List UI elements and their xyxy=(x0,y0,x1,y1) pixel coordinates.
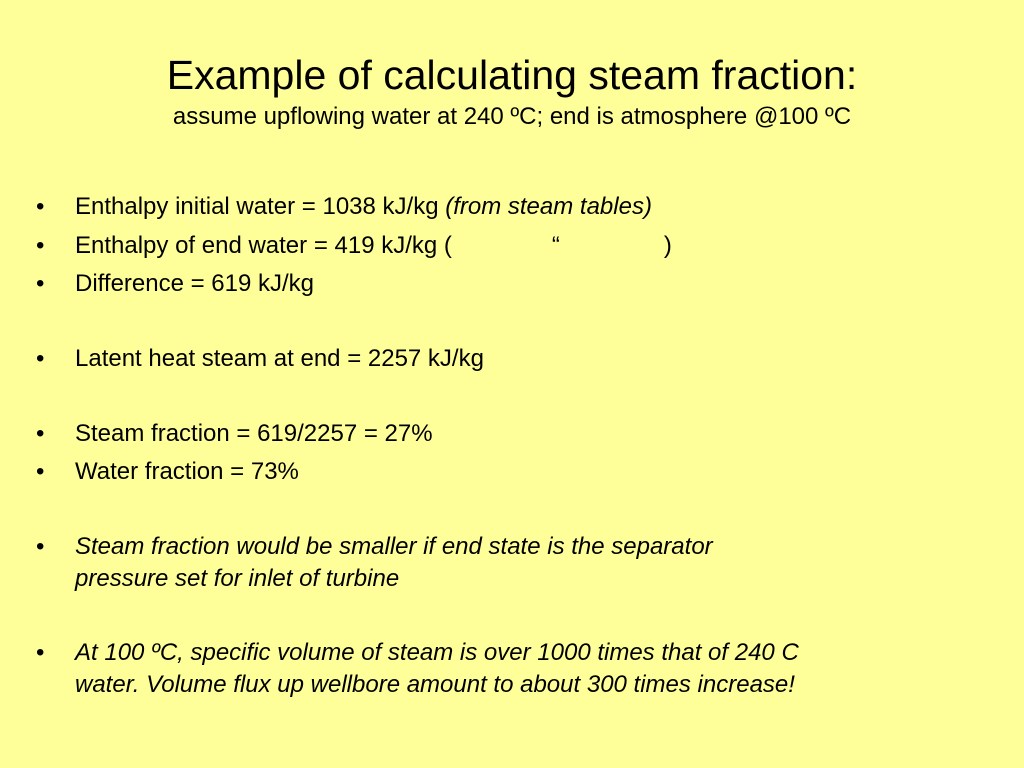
slide-title: Example of calculating steam fraction: xyxy=(166,52,858,98)
bullet-note: (from steam tables) xyxy=(445,193,652,220)
bullet-text: Latent heat steam at end = 2257 kJ/kg xyxy=(75,345,484,372)
slide-subtitle: assume upflowing water at 240 ºC; end is atmosphere @100 ºC xyxy=(172,103,852,130)
bullet-text-line2: water. Volume flux up wellbore amount to about 300 times increase! xyxy=(75,671,795,698)
bullet-dot: • xyxy=(36,639,45,666)
bullet-text-line2: pressure set for inlet of turbine xyxy=(75,565,400,592)
bullet-dot: • xyxy=(36,232,45,259)
bullet-dot: • xyxy=(36,345,45,372)
bullet-text: Water fraction = 73% xyxy=(75,458,299,485)
ditto-mark: “ xyxy=(551,232,560,259)
bullet-text-line1: At 100 ºC, specific volume of steam is over 1000 times that of 240 C xyxy=(75,639,799,666)
bullet-text: Difference = 619 kJ/kg xyxy=(75,270,315,297)
bullet-text-line1: Steam fraction would be smaller if end state is the separator xyxy=(75,533,713,560)
bullet-text: Steam fraction = 619/2257 = 27% xyxy=(75,420,433,447)
bullet-text: Enthalpy initial water = 1038 kJ/kg xyxy=(75,193,446,220)
bullet-dot: • xyxy=(36,270,45,297)
bullet-dot: • xyxy=(36,458,45,485)
bullet-text: Enthalpy of end water = 419 kJ/kg ( xyxy=(75,232,452,259)
close-paren: ) xyxy=(663,232,672,259)
bullet-dot: • xyxy=(36,533,45,560)
bullet-dot: • xyxy=(36,193,45,220)
bullet-dot: • xyxy=(36,420,45,447)
